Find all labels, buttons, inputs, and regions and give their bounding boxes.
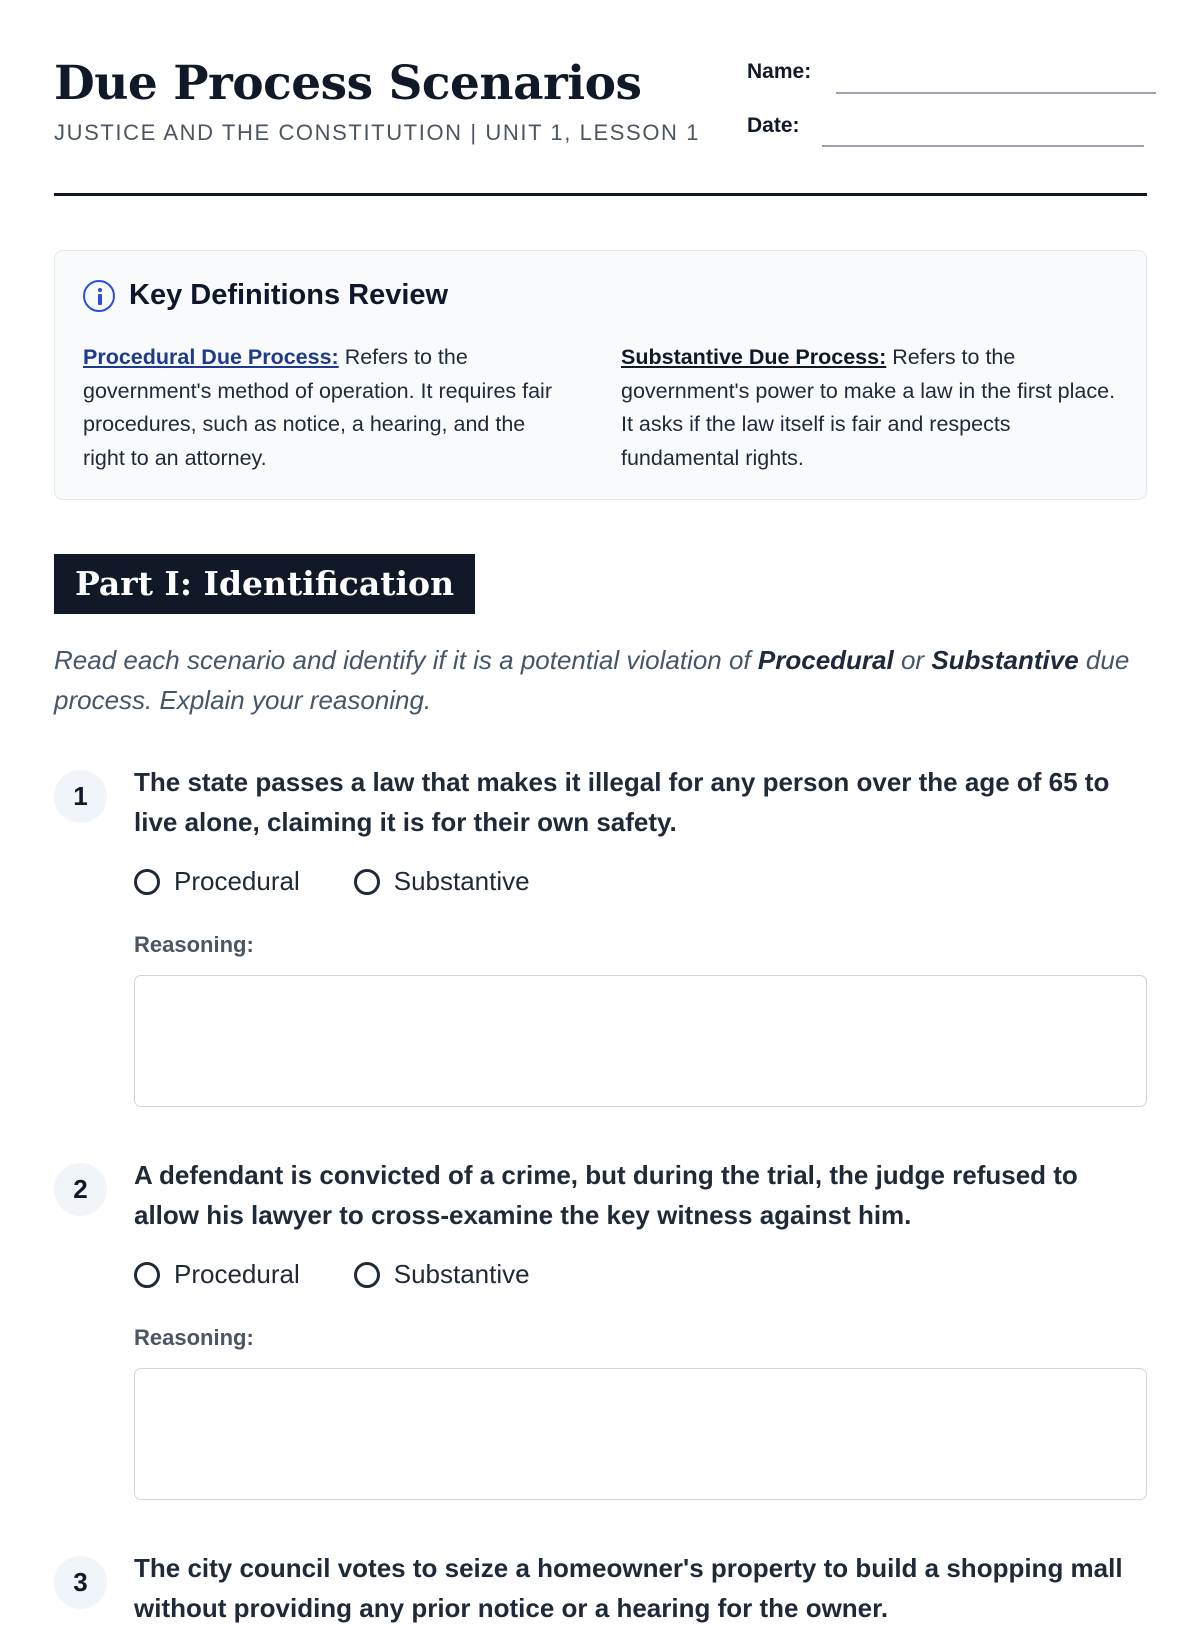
name-field[interactable] (836, 92, 1156, 94)
option-label: Procedural (174, 866, 300, 896)
answer-options (134, 866, 584, 897)
question-number: 1 (54, 770, 107, 823)
worksheet-header (54, 54, 1147, 196)
definitions-title: Key Definitions Review (129, 279, 449, 311)
radio-button[interactable] (134, 1262, 160, 1288)
reasoning-label: Reasoning: (134, 932, 254, 957)
instructions-procedural: Procedural (757, 645, 894, 675)
date-label: Date: (747, 114, 800, 137)
instructions-substantive: Substantive (931, 645, 1079, 675)
question-number: 2 (54, 1163, 107, 1216)
reasoning-input[interactable] (134, 975, 1147, 1107)
instructions-text: Read each scenario and identify if it is a potential violation of (54, 645, 751, 675)
key-definitions-panel (54, 250, 1147, 500)
procedural-definition-text: Refers to the government's method of operation. It requires fair procedures, such as notice, a hearing, and the right to an attorney. (83, 345, 552, 470)
name-label: Name: (747, 60, 812, 83)
instructions-text: or (900, 645, 925, 675)
radio-button[interactable] (354, 1262, 380, 1288)
part-1-instructions (54, 640, 1147, 720)
instructions-text: due process. Explain your reasoning. (54, 645, 1130, 715)
procedural-term: Procedural Due Process: (83, 345, 339, 369)
reasoning-label: Reasoning: (134, 1325, 254, 1350)
option-substantive[interactable] (354, 866, 530, 897)
question-text: A defendant is convicted of a crime, but during the trial, the judge refused to allow his lawyer to cross-examine the key witness against him. (134, 1160, 1078, 1230)
question-text: The city council votes to seize a homeowner's property to build a shopping mall without providing any prior notice or a hearing for the owner. (134, 1553, 1123, 1623)
option-procedural[interactable] (134, 1259, 300, 1290)
question-number: 3 (54, 1556, 107, 1609)
option-label: Substantive (393, 1259, 530, 1289)
question-text: The state passes a law that makes it illegal for any person over the age of 65 to live alone, claiming it is for their own safety. (134, 767, 1110, 837)
part-1-heading: Part I: Identification (54, 554, 475, 614)
info-icon (83, 280, 115, 312)
option-procedural[interactable] (134, 866, 300, 897)
page-subtitle: JUSTICE AND THE CONSTITUTION | UNIT 1, LESSON 1 (54, 120, 701, 145)
substantive-definition-text: Refers to the government's power to make a law in the first place. It asks if the law itself is fair and respects fundamental rights. (621, 345, 1116, 470)
question-1 (54, 762, 1147, 1122)
question-3 (54, 1548, 1147, 1623)
question-2 (54, 1155, 1147, 1515)
option-substantive[interactable] (354, 1259, 530, 1290)
option-label: Procedural (174, 1259, 300, 1289)
date-field[interactable] (822, 145, 1144, 147)
substantive-definition (621, 341, 1121, 475)
radio-button[interactable] (134, 869, 160, 895)
procedural-definition (83, 341, 573, 475)
page-title: Due Process Scenarios (54, 56, 642, 111)
answer-options (134, 1259, 584, 1290)
reasoning-input[interactable] (134, 1368, 1147, 1500)
substantive-term: Substantive Due Process: (621, 345, 887, 369)
radio-button[interactable] (354, 869, 380, 895)
option-label: Substantive (393, 866, 530, 896)
definitions-header (83, 279, 448, 312)
